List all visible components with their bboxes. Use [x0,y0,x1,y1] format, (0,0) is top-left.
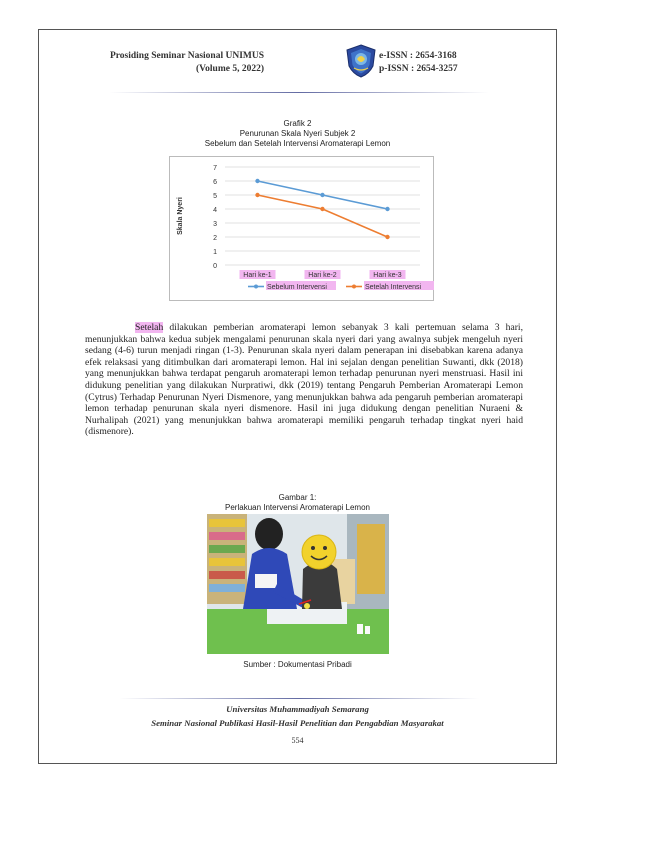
legend-label: Sebelum Intervensi [267,284,327,291]
university-logo-icon [345,44,377,78]
data-point [320,207,324,211]
journal-header [39,44,556,86]
x-tick-label: Hari ke-3 [373,272,402,279]
footer-divider [119,698,479,699]
volume-label: (Volume 5, 2022) [196,64,264,74]
e-issn: e-ISSN : 2654-3168 [379,51,457,61]
legend-marker [352,285,356,289]
y-tick-label: 3 [213,221,217,228]
paper-page [38,29,557,764]
chart-caption-subtitle: Sebelum dan Setelah Intervensi Aromaterapi Lemon [204,139,391,148]
footer-seminar: Seminar Nasional Publikasi Hasil-Hasil Penelitian dan Pengabdian Masyarakat [151,718,444,728]
p-issn: p-ISSN : 2654-3257 [379,64,458,74]
y-tick-label: 5 [213,193,217,200]
data-point [255,193,259,197]
y-tick-label: 0 [213,263,217,270]
proceedings-title: Prosiding Seminar Nasional UNIMUS [109,51,264,61]
chart-caption-title: Penurunan Skala Nyeri Subjek 2 [239,129,356,138]
footer-university: Universitas Muhammadiyah Semarang [226,704,369,714]
header-left [110,50,264,76]
legend-label: Setelah Intervensi [365,284,422,291]
highlighted-word: Setelah [135,322,164,333]
paragraph-text: dilakukan pemberian aromaterapi lemon sebanyak 3 kali pertemuan selama 3 hari, menunjukkan bahwa kedua subjek mengalami penurunan skala nyeri dari yang awalnya subjek mengeluh nyeri sedang (4-6) turun menjadi ringan (1-3). Penurunan skala nyeri dalam penerapan ini disebabkan karena adanya efek relaksasi yang ditimbulkan dari aromaterapi lemon. Hal ini sejalan dengan penelitian Suwanti, dkk (2018) yang menunjukkan bahwa terdapat pengaruh aromaterapi lemon terhadap penurunan nyeri menstruasi. Hasil ini didukung penelitian yang dilakukan Nurpratiwi, dkk (2019) tentang Pengaruh Pemberian Aromaterapi Lemon (Cytrus) Terhadap Penurunan Nyeri Dismenore, yang menunjukkan bahwa ada pengaruh pemberian aromaterapi lemon terhadap penurunan skala nyeri dismenore. Hasil ini juga didukung dengan penelitian Nuraeni & Nurhalipah (2021) yang menunjukkan bahwa aromaterapi memiliki pengaruh terhadap tingkat nyeri haid (dismenore). [85,322,523,438]
y-tick-label: 1 [213,249,217,256]
x-tick-label: Hari ke-2 [308,272,337,279]
data-point [255,179,259,183]
body-paragraph [85,322,523,438]
header-divider [109,92,489,93]
pain-scale-chart [169,156,434,301]
y-axis-label: Skala Nyeri [177,197,184,235]
data-point [385,235,389,239]
legend-marker [254,285,258,289]
header-right [379,50,458,76]
figure-caption-title: Perlakuan Intervensi Aromaterapi Lemon [225,503,370,512]
data-point [385,207,389,211]
photo-illustration [207,514,389,654]
x-tick-label: Hari ke-1 [243,272,272,279]
chart-caption [39,119,556,149]
series-line [258,195,388,237]
y-tick-label: 7 [213,165,217,172]
y-tick-label: 6 [213,179,217,186]
page-number: 554 [291,736,304,745]
figure-caption-number: Gambar 1: [278,493,317,502]
data-point [320,193,324,197]
chart-caption-number: Grafik 2 [283,119,312,128]
chart-canvas [170,157,435,302]
figure-source: Sumber : Dokumentasi Pribadi [243,660,352,669]
intervention-photo [207,514,389,654]
y-tick-label: 2 [213,235,217,242]
y-tick-label: 4 [213,207,217,214]
figure-caption [39,493,556,513]
